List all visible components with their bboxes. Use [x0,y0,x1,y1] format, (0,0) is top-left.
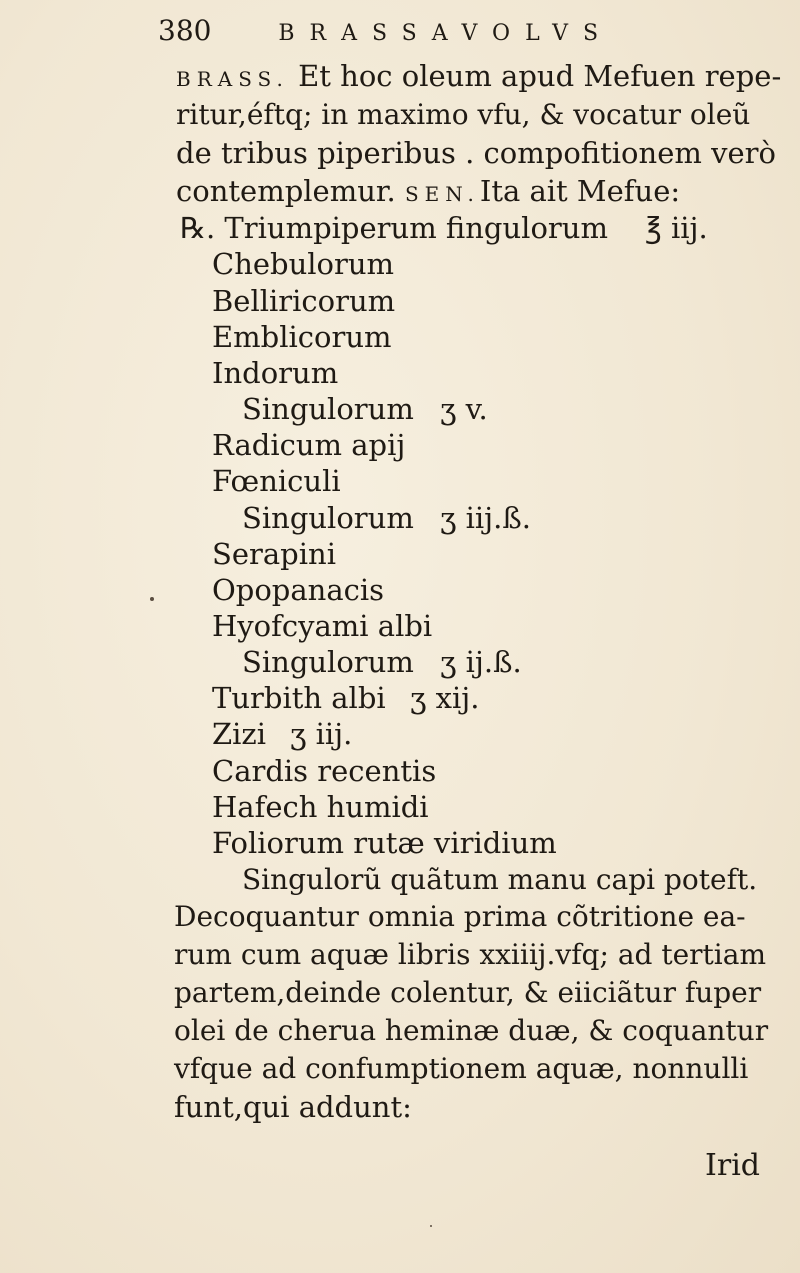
text-line: de tribus piperibus . compofitionem verò [176,136,776,170]
text-line: Decoquantur omnia prima cõtritione ea- [174,900,746,933]
recipe-line: Serapini [212,537,336,571]
running-title: BRASSAVOLVS [278,21,614,46]
recipe-line: Singulorum [242,392,414,426]
recipe-line: Belliricorum [212,284,396,318]
recipe-line: Radicum apij [212,428,406,462]
recipe-line: Cardis recentis [212,754,437,788]
ink-speck [430,1225,432,1227]
recipe-line: Turbith albi [212,681,386,715]
recipe-quantity: ʒ v. [440,392,488,426]
catchword: Irid [705,1148,760,1183]
recipe-line: ℞. Triumpiperum fingulorum [180,211,608,245]
recipe-line: Chebulorum [212,247,395,281]
recipe-line: Indorum [212,356,339,390]
recipe-quantity: ʒ xij. [410,681,480,715]
recipe-line: Foliorum rutæ viridium [212,826,557,860]
text-line: rum cum aquæ libris xxiiij.vfq; ad tertiam [174,938,766,971]
recipe-line: Hyofcyami albi [212,609,433,643]
recipe-quantity: ℥ iij. [645,211,708,245]
text-line: partem,deinde colentur, & eiiciãtur fuper [174,976,762,1009]
text-line: olei de cherua heminæ duæ, & coquantur [174,1014,769,1047]
text-line: ritur,éftq; in maximo vfu, & vocatur oleũ [176,98,751,131]
recipe-line: Emblicorum [212,320,392,354]
ink-speck [150,597,154,601]
page-number: 380 [158,14,212,47]
recipe-quantity: ʒ iij.ß. [440,501,531,535]
text-line: BRASS. Et hoc oleum apud Mefuen repe- [176,59,782,93]
text-line: funt,qui addunt: [174,1090,412,1124]
speaker-label: SEN. [404,182,480,206]
running-head [158,14,613,47]
recipe-quantity: ʒ ij.ß. [440,645,522,679]
recipe-line: Singulorum [242,645,414,679]
recipe-line: Zizi [212,717,266,751]
text-line: contemplemur. SEN.Ita ait Mefue: [176,174,681,208]
recipe-line: Fœniculi [212,464,341,498]
recipe-line: Singulorũ quãtum manu capi poteft. [242,863,758,896]
recipe-line: Hafech humidi [212,790,429,824]
recipe-line: Opopanacis [212,573,385,607]
recipe-quantity: ʒ iij. [290,717,353,751]
recipe-line: Singulorum [242,501,414,535]
speaker-label: BRASS. [176,67,289,91]
text-line: vfque ad confumptionem aquæ, nonnulli [174,1052,749,1085]
